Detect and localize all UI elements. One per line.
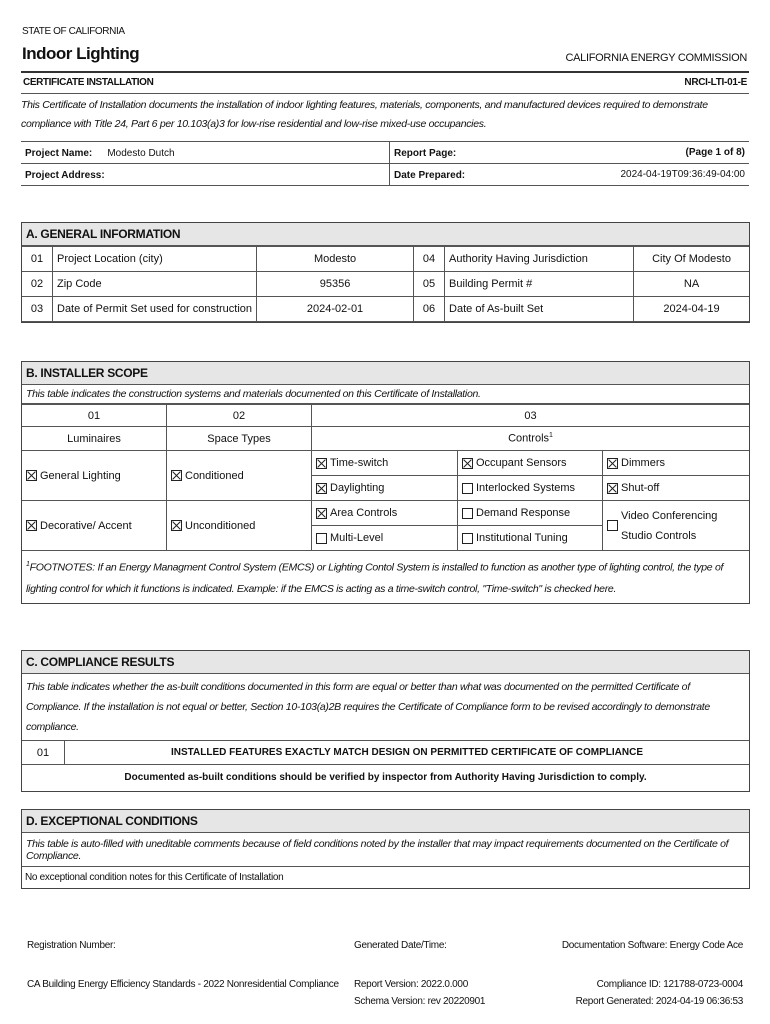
project-name-cell bbox=[21, 142, 390, 164]
general-info-row bbox=[22, 247, 749, 272]
installer-scope-desc: This table indicates the construction systems and materials documented on this Certificate of Installation. bbox=[22, 385, 749, 404]
general-value: 2024-02-01 bbox=[257, 297, 414, 322]
col-01: 01 bbox=[22, 405, 167, 427]
checkbox-icon[interactable] bbox=[316, 458, 327, 469]
control-time-switch[interactable]: Time-switch bbox=[312, 451, 458, 476]
general-value: NA bbox=[634, 272, 749, 297]
project-name-value: Modesto Dutch bbox=[107, 147, 175, 159]
project-address-cell bbox=[21, 164, 390, 186]
cert-label: CERTIFICATE INSTALLATION bbox=[23, 77, 154, 88]
compliance-title: C. COMPLIANCE RESULTS bbox=[22, 651, 749, 674]
control-video-conferencing[interactable]: Video Conferencing Studio Controls bbox=[603, 501, 750, 551]
luminaire-decorative[interactable]: Decorative/ Accent bbox=[22, 501, 167, 551]
compliance-desc: This table indicates whether the as-built conditions documented in this form are equal or better than what was documented on the permitted Certificate of Compliance. If the installation is not equal or better, Section 10-103(a)2B requires the Certificate of Compliance form to be revised accordingly to demonstrate compliance. bbox=[26, 681, 710, 733]
general-info-title: A. GENERAL INFORMATION bbox=[22, 223, 749, 246]
general-num: 05 bbox=[414, 272, 445, 297]
control-daylighting[interactable]: Daylighting bbox=[312, 476, 458, 501]
exceptional-section bbox=[21, 809, 750, 889]
installer-scope-section bbox=[21, 361, 750, 604]
control-occupant-sensors[interactable]: Occupant Sensors bbox=[458, 451, 603, 476]
checkbox-icon[interactable] bbox=[607, 483, 618, 494]
controls-header: Controls$^1$ bbox=[312, 427, 750, 451]
general-info-row bbox=[22, 297, 749, 322]
installer-scope-title: B. INSTALLER SCOPE bbox=[22, 362, 749, 385]
checkbox-icon[interactable] bbox=[26, 520, 37, 531]
page-title: Indoor Lighting bbox=[22, 44, 140, 63]
installer-scope-table bbox=[22, 404, 749, 551]
project-address-label: Project Address: bbox=[25, 169, 105, 181]
general-label: Date of As-built Set bbox=[445, 297, 634, 322]
general-num: 04 bbox=[414, 247, 445, 272]
general-value: City Of Modesto bbox=[634, 247, 749, 272]
compliance-section bbox=[21, 650, 750, 792]
general-value: 2024-04-19 bbox=[634, 297, 749, 322]
date-prepared-value: 2024-04-19T09:36:49-04:00 bbox=[620, 168, 745, 180]
control-demand-response[interactable]: Demand Response bbox=[458, 501, 603, 526]
space-conditioned[interactable]: Conditioned bbox=[167, 451, 312, 501]
generated-label: Generated Date/Time: bbox=[354, 940, 447, 951]
standards-label: CA Building Energy Efficiency Standards - 2022 Nonresidential Compliance bbox=[27, 979, 339, 990]
col-02: 02 bbox=[167, 405, 312, 427]
registration-label: Registration Number: bbox=[27, 940, 116, 951]
luminaires-header: Luminaires bbox=[22, 427, 167, 451]
date-prepared-label: Date Prepared: bbox=[394, 169, 466, 181]
cert-header-bar bbox=[21, 71, 749, 94]
control-multi-level[interactable]: Multi-Level bbox=[312, 526, 458, 551]
checkbox-icon[interactable] bbox=[607, 458, 618, 469]
general-info-section bbox=[21, 222, 750, 323]
compliance-table bbox=[22, 740, 749, 791]
col-03: 03 bbox=[312, 405, 750, 427]
report-page-cell bbox=[390, 142, 750, 164]
commission-label: CALIFORNIA ENERGY COMMISSION bbox=[565, 52, 747, 64]
report-version: Report Version: 2022.0.000 bbox=[354, 979, 468, 990]
general-label: Building Permit # bbox=[445, 272, 634, 297]
general-label: Zip Code bbox=[53, 272, 257, 297]
installer-footnote: $^1$FOOTNOTES: If an Energy Managment Control System (EMCS) or Lighting Contol System is installed to function as another type of lighting control, the type of lighting control for which it functions is indicated. Example: if the EMCS is acting as a time-switch control, "Time-switch" is checked here. bbox=[26, 561, 724, 595]
space-types-header: Space Types bbox=[167, 427, 312, 451]
form-id: NRCI-LTI-01-E bbox=[684, 77, 747, 88]
date-prepared-cell bbox=[390, 164, 750, 186]
compliance-result: INSTALLED FEATURES EXACTLY MATCH DESIGN ON PERMITTED CERTIFICATE OF COMPLIANCE bbox=[65, 741, 750, 765]
general-value: Modesto bbox=[257, 247, 414, 272]
software-label: Documentation Software: Energy Code Ace bbox=[561, 940, 743, 951]
general-info-table bbox=[22, 246, 749, 322]
general-label: Project Location (city) bbox=[53, 247, 257, 272]
compliance-id: Compliance ID: 121788-0723-0004 bbox=[596, 979, 743, 990]
intro-text: This Certificate of Installation documents the installation of indoor lighting features, materials, components, and manufactured devices required to demonstrate compliance with Title 24, Part 6 per 10.103(a)3 for low-rise residential and low-rise mixed-use occupancies. bbox=[21, 99, 708, 130]
report-generated: Report Generated: 2024-04-19 06:36:53 bbox=[575, 996, 743, 1007]
control-area-controls[interactable]: Area Controls bbox=[312, 501, 458, 526]
checkbox-icon[interactable] bbox=[607, 520, 618, 531]
state-label: STATE OF CALIFORNIA bbox=[22, 26, 125, 37]
report-page-label: Report Page: bbox=[394, 147, 457, 159]
checkbox-icon[interactable] bbox=[26, 470, 37, 481]
checkbox-icon[interactable] bbox=[462, 533, 473, 544]
control-shut-off[interactable]: Shut-off bbox=[603, 476, 750, 501]
project-name-label: Project Name: bbox=[25, 147, 93, 159]
checkbox-icon[interactable] bbox=[462, 508, 473, 519]
checkbox-icon[interactable] bbox=[316, 533, 327, 544]
general-num: 06 bbox=[414, 297, 445, 322]
general-info-row bbox=[22, 272, 749, 297]
general-label: Date of Permit Set used for construction bbox=[53, 297, 257, 322]
exceptional-title: D. EXCEPTIONAL CONDITIONS bbox=[22, 810, 749, 833]
control-dimmers[interactable]: Dimmers bbox=[603, 451, 750, 476]
space-unconditioned[interactable]: Unconditioned bbox=[167, 501, 312, 551]
compliance-note: Documented as-built conditions should be verified by inspector from Authority Having Jurisdiction to comply. bbox=[22, 765, 749, 791]
project-info-table bbox=[21, 141, 749, 186]
report-page-value: (Page 1 of 8) bbox=[685, 146, 745, 158]
schema-version: Schema Version: rev 20220901 bbox=[354, 996, 486, 1007]
compliance-num: 01 bbox=[22, 741, 65, 765]
checkbox-icon[interactable] bbox=[316, 508, 327, 519]
checkbox-icon[interactable] bbox=[171, 520, 182, 531]
luminaire-general[interactable]: General Lighting bbox=[22, 451, 167, 501]
exceptional-desc: This table is auto-filled with uneditable comments because of field conditions noted by the installer that may impact requirements documented on the Certificate of Compliance. bbox=[22, 833, 749, 867]
control-institutional-tuning[interactable]: Institutional Tuning bbox=[458, 526, 603, 551]
checkbox-icon[interactable] bbox=[462, 483, 473, 494]
general-label: Authority Having Jurisdiction bbox=[445, 247, 634, 272]
checkbox-icon[interactable] bbox=[462, 458, 473, 469]
general-num: 03 bbox=[22, 297, 53, 322]
control-interlocked[interactable]: Interlocked Systems bbox=[458, 476, 603, 501]
general-num: 02 bbox=[22, 272, 53, 297]
checkbox-icon[interactable] bbox=[171, 470, 182, 481]
checkbox-icon[interactable] bbox=[316, 483, 327, 494]
exceptional-note: No exceptional condition notes for this Certificate of Installation bbox=[25, 872, 284, 883]
general-num: 01 bbox=[22, 247, 53, 272]
general-value: 95356 bbox=[257, 272, 414, 297]
